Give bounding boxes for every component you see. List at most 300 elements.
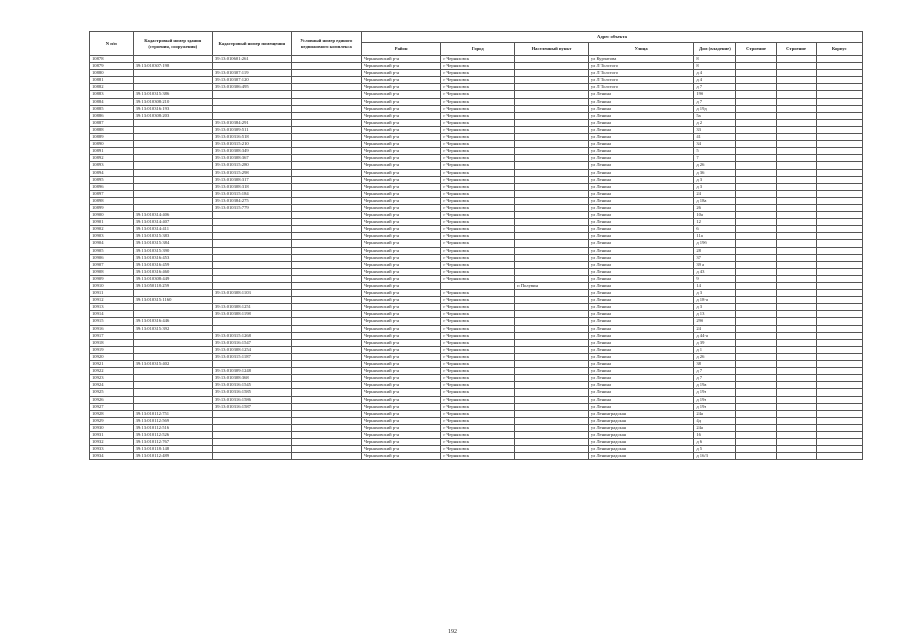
cell-building-cadastral xyxy=(133,353,212,360)
cell-city: г Черняховск xyxy=(441,325,515,332)
cell-house: д 5 xyxy=(694,446,736,453)
cell-num: 10905 xyxy=(90,247,134,254)
cell-house: д 26 xyxy=(694,353,736,360)
cell-city xyxy=(441,283,515,290)
cell-street: ул Ленинградская xyxy=(588,410,693,417)
cell-house: д 6 xyxy=(694,439,736,446)
cell-city: г Черняховск xyxy=(441,410,515,417)
cell-empty xyxy=(816,431,862,438)
cell-num: 10898 xyxy=(90,197,134,204)
cell-district: Черняховский р-н xyxy=(361,403,440,410)
cell-street: ул Ленина xyxy=(588,304,693,311)
cell-settlement xyxy=(515,169,589,176)
cell-district: Черняховский р-н xyxy=(361,346,440,353)
cell-empty xyxy=(776,283,816,290)
cell-building-cadastral xyxy=(133,169,212,176)
cell-city: г Черняховск xyxy=(441,290,515,297)
cell-empty xyxy=(776,304,816,311)
cell-empty xyxy=(816,226,862,233)
cell-premises-cadastral xyxy=(212,297,291,304)
cell-complex-number xyxy=(291,155,361,162)
cell-street: ул Ленина xyxy=(588,247,693,254)
cell-settlement xyxy=(515,332,589,339)
cell-building-cadastral: 39:13:010112:569 xyxy=(133,417,212,424)
header-block: Корпус xyxy=(816,43,862,56)
cell-empty xyxy=(816,389,862,396)
cell-building-cadastral xyxy=(133,134,212,141)
cell-num: 10920 xyxy=(90,353,134,360)
cell-empty xyxy=(816,339,862,346)
cell-empty xyxy=(816,91,862,98)
cell-num: 10897 xyxy=(90,190,134,197)
cell-street: ул Ленина xyxy=(588,332,693,339)
cell-premises-cadastral: 39:13:010308:1254 xyxy=(212,346,291,353)
cell-empty xyxy=(816,318,862,325)
cell-empty xyxy=(736,126,776,133)
cell-complex-number xyxy=(291,361,361,368)
cell-empty xyxy=(736,204,776,211)
cell-complex-number xyxy=(291,169,361,176)
cell-premises-cadastral: 39:13:010315:280 xyxy=(212,162,291,169)
cell-building-cadastral xyxy=(133,190,212,197)
table-row xyxy=(90,424,863,431)
cell-empty xyxy=(736,403,776,410)
cell-settlement xyxy=(515,148,589,155)
cell-empty xyxy=(816,84,862,91)
table-row xyxy=(90,254,863,261)
cell-complex-number xyxy=(291,389,361,396)
cell-empty xyxy=(776,190,816,197)
cell-street: ул Ленина xyxy=(588,261,693,268)
cell-empty xyxy=(816,197,862,204)
cell-num: 10911 xyxy=(90,290,134,297)
cell-num: 10887 xyxy=(90,119,134,126)
cell-empty xyxy=(776,176,816,183)
cell-premises-cadastral: 39:13:010315:1268 xyxy=(212,332,291,339)
table-row xyxy=(90,212,863,219)
cell-house: д 13 xyxy=(694,311,736,318)
cell-empty xyxy=(776,112,816,119)
cell-empty xyxy=(736,212,776,219)
table-row xyxy=(90,368,863,375)
cell-district: Черняховский р-н xyxy=(361,410,440,417)
cell-num: 10902 xyxy=(90,226,134,233)
cell-empty xyxy=(736,382,776,389)
cell-house: 16 xyxy=(694,431,736,438)
cell-premises-cadastral: 39:13:010309:1248 xyxy=(212,368,291,375)
cell-house: 26 xyxy=(694,204,736,211)
cell-complex-number xyxy=(291,283,361,290)
cell-empty xyxy=(776,119,816,126)
cell-settlement xyxy=(515,126,589,133)
cell-complex-number xyxy=(291,247,361,254)
cell-premises-cadastral: 39:13:010308:318 xyxy=(212,183,291,190)
cell-district: Черняховский р-н xyxy=(361,375,440,382)
cell-house: д 3 xyxy=(694,183,736,190)
cell-city: г Черняховск xyxy=(441,141,515,148)
cell-premises-cadastral: 39:13:010308:1103 xyxy=(212,290,291,297)
cell-empty xyxy=(776,311,816,318)
cell-building-cadastral: 39:13:010314:406 xyxy=(133,212,212,219)
cell-premises-cadastral xyxy=(212,247,291,254)
cell-district: Черняховский р-н xyxy=(361,84,440,91)
cell-district: Черняховский р-н xyxy=(361,417,440,424)
cell-complex-number xyxy=(291,339,361,346)
cell-building-cadastral xyxy=(133,332,212,339)
cell-empty xyxy=(736,410,776,417)
cell-complex-number xyxy=(291,268,361,275)
cell-empty xyxy=(816,70,862,77)
cell-empty xyxy=(736,439,776,446)
cell-premises-cadastral xyxy=(212,112,291,119)
cell-empty xyxy=(816,424,862,431)
cell-house: д 43 xyxy=(694,268,736,275)
cell-house: д 16/3 xyxy=(694,453,736,460)
cell-street: ул Ленина xyxy=(588,134,693,141)
cell-city: г Черняховск xyxy=(441,91,515,98)
cell-empty xyxy=(736,424,776,431)
cell-district: Черняховский р-н xyxy=(361,446,440,453)
cell-settlement xyxy=(515,297,589,304)
cell-empty xyxy=(776,63,816,70)
cell-street: ул Ленина xyxy=(588,226,693,233)
cell-empty xyxy=(776,98,816,105)
cell-building-cadastral xyxy=(133,84,212,91)
cell-empty xyxy=(816,453,862,460)
cell-street: ул Л Толстого xyxy=(588,84,693,91)
cell-settlement xyxy=(515,410,589,417)
table-row xyxy=(90,283,863,290)
cell-empty xyxy=(736,339,776,346)
cell-num: 10930 xyxy=(90,424,134,431)
cell-building-cadastral: 39:13:010316:453 xyxy=(133,254,212,261)
cell-settlement xyxy=(515,375,589,382)
table-row xyxy=(90,155,863,162)
cell-house: д 19д xyxy=(694,105,736,112)
header-complex-number: Условный номер единого недвижимого комплекса xyxy=(291,32,361,56)
cell-settlement xyxy=(515,275,589,282)
cell-num: 10925 xyxy=(90,389,134,396)
cell-district: Черняховский р-н xyxy=(361,311,440,318)
cell-city: г Черняховск xyxy=(441,84,515,91)
cell-street: ул Ленина xyxy=(588,219,693,226)
cell-empty xyxy=(736,254,776,261)
cell-empty xyxy=(816,261,862,268)
cell-num: 10912 xyxy=(90,297,134,304)
table-row xyxy=(90,219,863,226)
cell-house: д 7 xyxy=(694,84,736,91)
cell-premises-cadastral: 39:13:010316:1547 xyxy=(212,339,291,346)
cell-street: ул Ленина xyxy=(588,275,693,282)
cell-complex-number xyxy=(291,403,361,410)
cell-city: г Черняховск xyxy=(441,275,515,282)
cell-settlement xyxy=(515,176,589,183)
cell-building-cadastral xyxy=(133,389,212,396)
cell-empty xyxy=(776,233,816,240)
cell-empty xyxy=(816,275,862,282)
cell-empty xyxy=(776,247,816,254)
cell-house: 37 xyxy=(694,254,736,261)
cell-building-cadastral: 39:13:010118:148 xyxy=(133,446,212,453)
cell-district: Черняховский р-н xyxy=(361,176,440,183)
cell-city: г Черняховск xyxy=(441,389,515,396)
cell-district: Черняховский р-н xyxy=(361,91,440,98)
table-row xyxy=(90,339,863,346)
cell-num: 10914 xyxy=(90,311,134,318)
page-number: 192 xyxy=(448,629,457,635)
cell-empty xyxy=(736,247,776,254)
cell-num: 10888 xyxy=(90,126,134,133)
cell-premises-cadastral: 39:13:010384:275 xyxy=(212,197,291,204)
cell-complex-number xyxy=(291,204,361,211)
cell-num: 10900 xyxy=(90,212,134,219)
cell-district: Черняховский р-н xyxy=(361,304,440,311)
cell-street: ул Ленина xyxy=(588,240,693,247)
cell-empty xyxy=(736,311,776,318)
table-row xyxy=(90,105,863,112)
cell-empty xyxy=(816,254,862,261)
cell-empty xyxy=(736,353,776,360)
cell-house: 34 xyxy=(694,141,736,148)
cell-num: 10881 xyxy=(90,77,134,84)
cell-city: г Черняховск xyxy=(441,247,515,254)
cell-empty xyxy=(816,283,862,290)
cell-premises-cadastral: 39:13:010307:119 xyxy=(212,70,291,77)
cell-house: д 19з xyxy=(694,403,736,410)
cell-city: г Черняховск xyxy=(441,304,515,311)
cell-num: 10922 xyxy=(90,368,134,375)
cell-num: 10884 xyxy=(90,98,134,105)
cell-empty xyxy=(776,268,816,275)
cell-building-cadastral xyxy=(133,70,212,77)
table-row xyxy=(90,169,863,176)
cell-empty xyxy=(816,361,862,368)
cell-premises-cadastral xyxy=(212,254,291,261)
cell-settlement xyxy=(515,212,589,219)
cell-complex-number xyxy=(291,91,361,98)
cell-num: 10903 xyxy=(90,233,134,240)
cell-premises-cadastral: 39:13:010308:1198 xyxy=(212,311,291,318)
cell-district: Черняховский р-н xyxy=(361,134,440,141)
cell-street: ул Ленина xyxy=(588,254,693,261)
cell-num: 10924 xyxy=(90,382,134,389)
table-row xyxy=(90,353,863,360)
cell-premises-cadastral xyxy=(212,98,291,105)
cell-building-cadastral: 39:13:010112:516 xyxy=(133,424,212,431)
cell-city: г Черняховск xyxy=(441,98,515,105)
cell-building-cadastral xyxy=(133,382,212,389)
cell-street: ул Ленина xyxy=(588,176,693,183)
table-row xyxy=(90,98,863,105)
cell-district: Черняховский р-н xyxy=(361,240,440,247)
table-row xyxy=(90,297,863,304)
cell-city: г Черняховск xyxy=(441,382,515,389)
cell-settlement xyxy=(515,453,589,460)
cell-complex-number xyxy=(291,304,361,311)
header-premises-cadastral: Кадастровый номер помещения xyxy=(212,32,291,56)
cell-building-cadastral xyxy=(133,396,212,403)
cell-num: 10893 xyxy=(90,162,134,169)
cell-settlement xyxy=(515,339,589,346)
cell-empty xyxy=(776,361,816,368)
cell-empty xyxy=(816,148,862,155)
cell-empty xyxy=(816,212,862,219)
table-row xyxy=(90,431,863,438)
cell-district: Черняховский р-н xyxy=(361,247,440,254)
cell-house: 6 xyxy=(694,226,736,233)
cell-building-cadastral xyxy=(133,155,212,162)
cell-empty xyxy=(736,318,776,325)
cell-street: ул Ленина xyxy=(588,169,693,176)
cell-settlement xyxy=(515,346,589,353)
cell-district: Черняховский р-н xyxy=(361,162,440,169)
cell-premises-cadastral xyxy=(212,453,291,460)
cell-settlement xyxy=(515,353,589,360)
cell-complex-number xyxy=(291,453,361,460)
cell-street: ул Ленина xyxy=(588,346,693,353)
table-row xyxy=(90,332,863,339)
cell-premises-cadastral xyxy=(212,431,291,438)
cell-building-cadastral: 39:13:010316:459 xyxy=(133,261,212,268)
cell-house: д 36 xyxy=(694,169,736,176)
cell-premises-cadastral xyxy=(212,233,291,240)
cell-house: 8 xyxy=(694,63,736,70)
cell-house: д 3 xyxy=(694,290,736,297)
cell-settlement xyxy=(515,368,589,375)
cell-premises-cadastral: 39:13:010316:1587 xyxy=(212,403,291,410)
cell-street: ул Ленина xyxy=(588,268,693,275)
cell-city: г Черняховск xyxy=(441,148,515,155)
cell-building-cadastral: 39:13:010316:446 xyxy=(133,318,212,325)
cell-street: ул Ленина xyxy=(588,396,693,403)
cell-district: Черняховский р-н xyxy=(361,325,440,332)
cell-empty xyxy=(736,240,776,247)
cell-settlement xyxy=(515,304,589,311)
cell-empty xyxy=(736,332,776,339)
cell-house: д 4 xyxy=(694,70,736,77)
cell-empty xyxy=(736,325,776,332)
cell-house: 24а xyxy=(694,424,736,431)
cell-empty xyxy=(816,304,862,311)
cell-empty xyxy=(736,261,776,268)
cell-num: 10904 xyxy=(90,240,134,247)
cell-complex-number xyxy=(291,226,361,233)
table-row xyxy=(90,119,863,126)
cell-house: 33 xyxy=(694,126,736,133)
cell-district: Черняховский р-н xyxy=(361,63,440,70)
cell-building-cadastral: 39:13:010315:402 xyxy=(133,361,212,368)
cell-district: Черняховский р-н xyxy=(361,233,440,240)
cell-district: Черняховский р-н xyxy=(361,453,440,460)
cell-house: д 7 xyxy=(694,375,736,382)
cell-street: ул Ленина xyxy=(588,204,693,211)
cell-num: 10892 xyxy=(90,155,134,162)
cell-city: г Черняховск xyxy=(441,212,515,219)
cell-num: 10931 xyxy=(90,431,134,438)
cell-empty xyxy=(736,134,776,141)
cell-house: 9 xyxy=(694,275,736,282)
cell-district: Черняховский р-н xyxy=(361,70,440,77)
cell-empty xyxy=(736,431,776,438)
cell-num: 10927 xyxy=(90,403,134,410)
cell-empty xyxy=(816,233,862,240)
cell-city: г Черняховск xyxy=(441,439,515,446)
cell-city: г Черняховск xyxy=(441,311,515,318)
cell-empty xyxy=(736,275,776,282)
cell-district: Черняховский р-н xyxy=(361,105,440,112)
cell-district: Черняховский р-н xyxy=(361,368,440,375)
cell-premises-cadastral: 39:13:010307:120 xyxy=(212,77,291,84)
cell-num: 10934 xyxy=(90,453,134,460)
cell-settlement xyxy=(515,240,589,247)
cell-building-cadastral xyxy=(133,403,212,410)
cell-premises-cadastral: 39:13:010308:349 xyxy=(212,148,291,155)
table-row xyxy=(90,261,863,268)
cell-city: г Черняховск xyxy=(441,155,515,162)
cell-complex-number xyxy=(291,396,361,403)
cell-city: г Черняховск xyxy=(441,112,515,119)
cell-city: г Черняховск xyxy=(441,254,515,261)
cell-street: ул Ленина xyxy=(588,162,693,169)
cell-city: г Черняховск xyxy=(441,332,515,339)
cell-num: 10901 xyxy=(90,219,134,226)
table-row xyxy=(90,417,863,424)
cell-city: г Черняховск xyxy=(441,375,515,382)
cell-empty xyxy=(776,126,816,133)
cell-district: Черняховский р-н xyxy=(361,183,440,190)
cell-empty xyxy=(776,403,816,410)
cell-empty xyxy=(816,311,862,318)
cell-complex-number xyxy=(291,353,361,360)
cell-empty xyxy=(736,268,776,275)
cell-city: г Черняховск xyxy=(441,183,515,190)
cell-premises-cadastral: 39:13:010308:367 xyxy=(212,155,291,162)
cell-settlement xyxy=(515,190,589,197)
cell-empty xyxy=(816,162,862,169)
cell-empty xyxy=(816,77,862,84)
cell-street: ул Ленинградская xyxy=(588,446,693,453)
cell-street: ул Ленинградская xyxy=(588,439,693,446)
cell-city: г Черняховск xyxy=(441,446,515,453)
table-row xyxy=(90,389,863,396)
cell-complex-number xyxy=(291,134,361,141)
table-row xyxy=(90,91,863,98)
table-row xyxy=(90,70,863,77)
cell-house: 24а xyxy=(694,410,736,417)
cell-empty xyxy=(816,446,862,453)
cell-city: г Черняховск xyxy=(441,134,515,141)
cell-empty xyxy=(816,134,862,141)
cell-house: 8 xyxy=(694,56,736,63)
cell-empty xyxy=(736,361,776,368)
cell-empty xyxy=(776,240,816,247)
cell-empty xyxy=(816,403,862,410)
cell-building-cadastral xyxy=(133,162,212,169)
cell-house: 14 xyxy=(694,283,736,290)
cell-empty xyxy=(776,382,816,389)
cell-num: 10908 xyxy=(90,268,134,275)
cell-street: ул Ленина xyxy=(588,283,693,290)
cell-empty xyxy=(816,368,862,375)
cell-settlement xyxy=(515,311,589,318)
table-row xyxy=(90,346,863,353)
cell-city: г Черняховск xyxy=(441,77,515,84)
cell-empty xyxy=(776,141,816,148)
cell-empty xyxy=(776,290,816,297)
cell-house: д 7 xyxy=(694,98,736,105)
cell-empty xyxy=(816,56,862,63)
cell-building-cadastral xyxy=(133,126,212,133)
